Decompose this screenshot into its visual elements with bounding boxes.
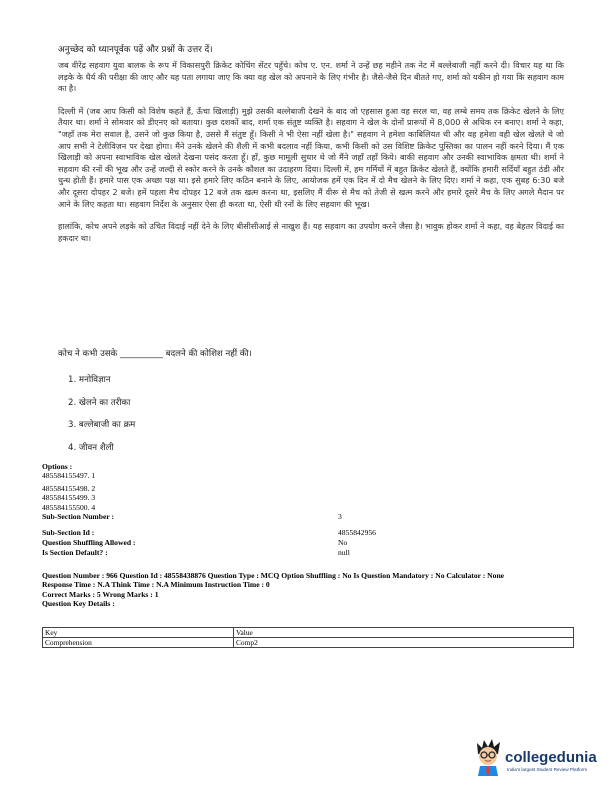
table-row xyxy=(43,638,574,648)
key-header: Key xyxy=(43,628,234,638)
time-info-line: Response Time : N.A Think Time : N.A Minimum Instruction Time : 0 xyxy=(42,580,270,590)
value-cell: Comp2 xyxy=(234,638,574,648)
passage xyxy=(58,60,564,255)
question-text: कोच ने कभी उसके __________ बदलने की कोशिश नहीं की। xyxy=(58,349,252,359)
collegedunia-logo xyxy=(474,738,606,778)
instruction-text: अनुच्छेद को ध्यानपूर्वक पढ़ें और प्रश्नों के उत्तर दें। xyxy=(58,45,213,55)
option-3: 3. बल्लेबाजी का क्रम xyxy=(68,420,136,430)
value-header: Value xyxy=(234,628,574,638)
option-id-4: 485584155500. 4 xyxy=(42,502,96,512)
key-details-label: Question Key Details : xyxy=(42,599,115,609)
key-cell: Comprehension xyxy=(43,638,234,648)
option-2: 2. खेलने का तरीका xyxy=(68,398,131,408)
section-default-label: Is Section Default? : xyxy=(42,548,108,558)
brand-name: collegedunia xyxy=(505,749,597,766)
mascot-icon xyxy=(474,738,606,778)
shuffling-value: No xyxy=(338,538,348,548)
question-metadata xyxy=(42,462,582,609)
passage-paragraph-2: दिल्ली में (जब आप किसी को विशेष कहते हैं, ऊँचा खिलाड़ी) मुझे उसकी बल्लेबाजी देखने के बाद जो एहसास हुआ वह सरल था, वह लम्बे समय तक क्रिकेट खेलने के लिए तैयार था। शर्मा ने सोमवार को डीएनए को बताया। कुछ दशकों बाद, शर्मा एक संतुष्ट व्यक्ति है। सहवाग ने खेल के दोनों प्रारूपों में 8,000 से अधिक रन बनाए। शर्मा ने कहा, "जहाँ तक मेरा सवाल है, उसने जो कुछ किया है, उससे मैं संतुष्ट हूँ। किसी ने भी ऐसा नहीं खेला है।" सहवाग ने हमेशा काबिलियत थी और वह हमेशा वही खेल खेलते थे जो आप सभी ने टेलीविज़न पर देखा होगा। मैंने उनके खेलने की शैली में कभी बदलाव नहीं किया, कभी किसी को उस विशिष्ट क्रिकेट पुस्तिका का पालन नहीं करने दिया। मैं एक खिलाड़ी को अपना स्वाभाविक खेल खेलते देखना पसंद करता हूँ। हाँ, कुछ मामूली सुधार थे जो मैंने जहाँ तहाँ किये। बाकी सहवाग और उनकी स्वाभाविक क्षमता थी। शर्मा ने सहवाग की रनों की भूख और उन्हें जल्दी से स्कोर करने के उनके कौशल का उदाहरण दिया। दिल्ली में, हम गर्मियों में बहुत क्रिकेट खेलते हैं, क्योंकि हमारी सर्दियाँ बहुत ठंडी और धुन्ध होती हैं। हमारे पास एक अच्छा पक्ष था। इसे हमारे लिए कठिन बनाने के लिए, आयोजक हमें एक दिन में दो मैच खेलने के लिए दिए। शर्मा ने कहा, एक सुबह 6:30 बजे और दूसरा दोपहर 2 बजे। हमें पहला मैच दोपहर 12 बजे तक खत्म करना था, इसलिए मैं वीरू से मैच को तेजी से खत्म करने और हमारे दूसरे मैच के लिए अगले मैदान पर आने के लिए कहता था। सहवाग निर्देश के अनुसार ऐसा ही करता था, ऐसी थी रनों के लिए सहवाग की भूख। xyxy=(58,105,564,209)
key-details-table xyxy=(42,627,574,648)
option-1: 1. मनोविज्ञान xyxy=(68,375,111,385)
passage-paragraph-3: हालांकि, कोच अपने लड़के को उचित विदाई नहीं देने के लिए बीसीसीआई से नाखुश हैं। यह सहवाग का उपयोग करने जैसा है। भावुक होकर शर्मा ने कहा, वह बेहतर विदाई का हकदार था। xyxy=(58,221,564,243)
question-info-line: Question Number : 966 Question Id : 48558438876 Question Type : MCQ Option Shuffling : No Is Question Mandatory : No Calculator : None xyxy=(42,571,505,581)
brand-tagline: India's largest Student Review Platform xyxy=(507,767,588,772)
section-default-value: null xyxy=(338,548,350,558)
subsection-id-value: 4855842956 xyxy=(338,528,376,538)
subsection-number-value: 3 xyxy=(338,512,342,522)
options-label: Options : xyxy=(42,462,73,471)
option-id-1: 485584155497. 1 xyxy=(42,471,96,481)
option-id-3: 485584155499. 3 xyxy=(42,493,96,503)
shuffling-label: Question Shuffling Allowed : xyxy=(42,538,136,548)
marks-line: Correct Marks : 5 Wrong Marks : 1 xyxy=(42,589,159,599)
option-4: 4. जीवन शैली xyxy=(68,443,114,453)
passage-paragraph-1: जब वीरेंद्र सहवाग युवा बालक के रूप में विकासपुरी क्रिकेट कोचिंग सेंटर पहुँचे। कोच ए. एन. शर्मा ने उन्हें छह महीने तक नेट में बल्लेबाजी नहीं करने दी। विचार यह था कि लड़के के धैर्य की परीक्षा की जाए और यह पता लगाया जाए कि क्या वह खेल को अपनाने के लिए गंभीर है। जैसे-जैसे दिन बीतते गए, शर्मा को यकीन हो गया कि सहवाग काम का है। xyxy=(58,60,564,94)
subsection-id-label: Sub-Section Id : xyxy=(42,528,95,538)
subsection-number-label: Sub-Section Number : xyxy=(42,512,115,522)
key-table-header xyxy=(43,628,574,638)
option-id-2: 485584155498. 2 xyxy=(42,483,96,493)
